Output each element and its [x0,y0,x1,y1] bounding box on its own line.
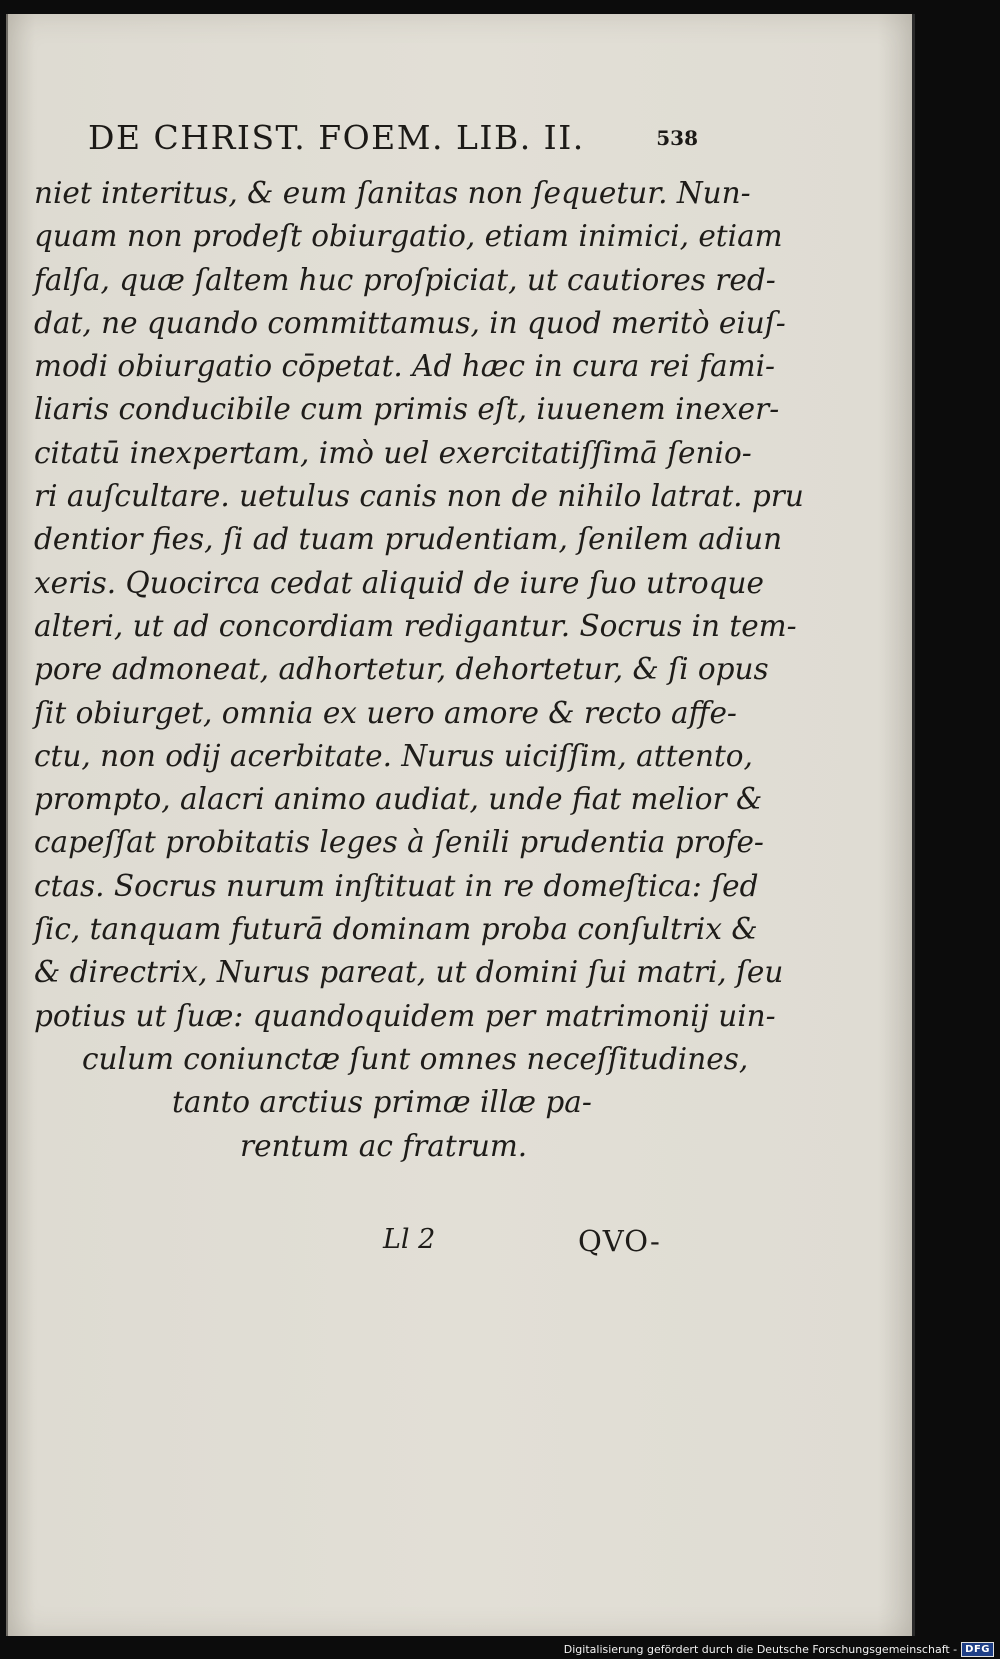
page-header [88,118,698,168]
text-line: culum coniunctæ ſunt omnes neceſſitudines, [82,1041,749,1076]
text-line: capeſſat probitatis leges à ſenili prudentia profe- [34,825,764,860]
page-footer-catchline [368,1224,708,1274]
text-line: pore admoneat, adhortetur, dehortetur, & ſi opus [34,652,769,687]
text-line: alteri, ut ad concordiam redigantur. Socrus in tem- [34,608,797,643]
text-line: ctas. Socrus nurum inſtituat in re domeſtica: ſed [34,868,759,903]
text-line: prompto, alacri animo audiat, unde fiat melior & [34,782,763,817]
digitization-credit [564,1639,1000,1659]
text-line: citatū inexpertam, imò uel exercitatiſſimā ſenio- [34,435,752,470]
running-head: DE CHRIST. FOEM. LIB. II. [88,118,585,157]
body-text [34,172,804,1168]
catchword: QVO- [578,1224,661,1258]
dfg-logo-icon: DFG [961,1642,994,1657]
text-line: modi obiurgatio cōpetat. Ad hæc in cura rei fami- [34,349,776,384]
text-line: dentior fies, ſi ad tuam prudentiam, ſenilem adiun [34,522,783,557]
text-line: tanto arctius primæ illæ pa- [172,1085,592,1120]
folio-number: 538 [656,126,698,150]
text-line: potius ut ſuæ: quandoquidem per matrimonij uin- [34,998,776,1033]
text-line: ſic, tanquam futurā dominam proba conſultrix & [34,912,758,947]
text-line: rentum ac fratrum. [240,1128,528,1163]
text-line: & directrix, Nurus pareat, ut domini ſui matri, ſeu [34,955,784,990]
page-edge-shadow [912,14,915,1636]
credit-text: Digitalisierung gefördert durch die Deutsche Forschungsgemeinschaft - [563,1642,958,1656]
text-line: niet interitus, & eum ſanitas non ſequetur. Nun- [34,176,751,210]
signature-mark: Ll 2 [383,1224,436,1255]
text-line: liaris conducibile cum primis eſt, iuuenem inexer- [34,392,780,427]
text-line: dat, ne quando committamus, in quod meritò eiuſ- [34,305,786,340]
text-line: ctu, non odij acerbitate. Nurus uiciſſim, attento, [34,738,753,773]
text-line: falſa, quæ ſaltem huc proſpiciat, ut cautiores red- [34,262,776,297]
text-line: xeris. Quocirca cedat aliquid de iure ſuo utroque [34,565,764,600]
text-line: quam non prodeſt obiurgatio, etiam inimici, etiam [34,219,783,254]
book-page [6,14,914,1636]
text-line: ſit obiurget, omnia ex uero amore & recto affe- [34,695,737,730]
text-line: ri auſcultare. uetulus canis non de nihilo latrat. pru [34,479,804,514]
